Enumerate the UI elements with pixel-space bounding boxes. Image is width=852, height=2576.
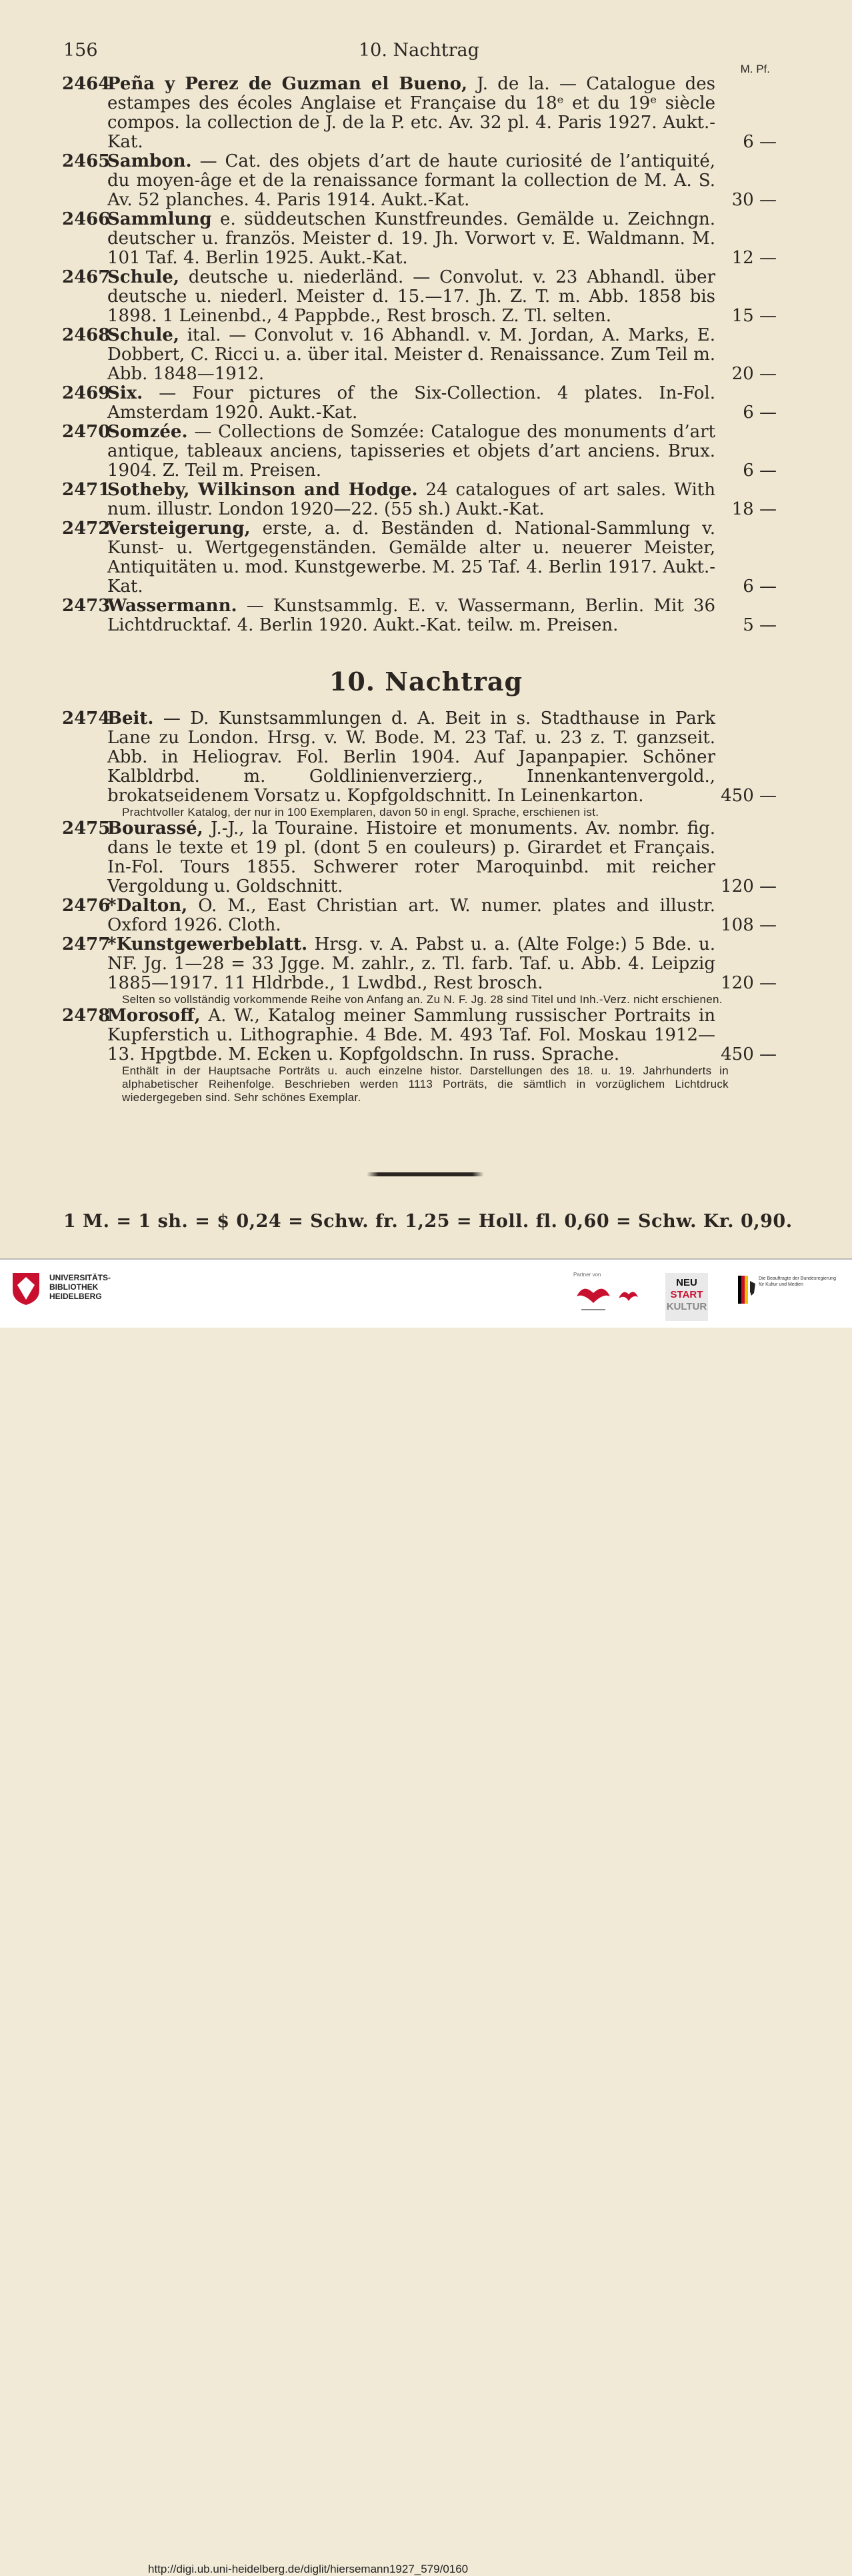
catalogue-entry [62,481,777,519]
entry-text: O. M., East Christian art. W. numer. plates and illustr. Oxford 1926. Cloth. [107,896,715,935]
entry-note: Prachtvoller Katalog, der nur in 100 Exemplaren, davon 50 in engl. Sprache, erschienen ist. [122,806,599,818]
entry-author: Peña y Perez de Guzman el Bueno, [107,74,468,94]
entry-author: Sotheby, Wilkinson and Hodge. [107,480,418,500]
catalogue-entry [62,423,777,481]
nachtrag-entries [62,709,777,1104]
entry-text: — Kunstsammlg. E. v. Wassermann, Berlin. Mit 36 Lichtdrucktaf. 4. Berlin 1920. Aukt.-Kat. teilw. m. Preisen. [107,596,715,635]
entry-text: 24 catalogues of art sales. With num. illustr. London 1920—22. (55 sh.) Aukt.-Kat. [107,480,715,519]
catalogue-entry [62,1006,777,1064]
page-number: 156 [63,40,98,61]
entry-description [107,481,715,519]
entry-text: A. W., Katalog meiner Sammlung russischer Portraits in Kupferstich u. Lithographie. 4 Bde. M. 493 Taf. Fol. Moskau 1912—13. Hpgtbde. M. Ecken u. Kopfgoldschn. In russ. Sprache. [107,1006,715,1064]
lot-number: 2468 [62,325,111,345]
entry-text: — D. Kunstsammlungen d. A. Beit in s. Stadthause in Park Lane zu London. Hrsg. v. W. Bode. M. 23 Taf. u. 23 z. T. ganzseit. Abb. in Heliograv. Fol. Berlin 1904. Auf Japanpapier. Schöner Kalbldrbd. m. Goldlinienverzierg., Innenkantenvergold., brokatseidenem Vorsatz u. Kopfgoldschnitt. In Leinenkarton. [107,708,715,806]
entry-note: Selten so vollständig vorkommende Reihe von Anfang an. Zu N. F. Jg. 28 sind Titel und Inh.-Verz. nicht erschienen. [122,993,723,1006]
entry-author: Schule, [107,325,179,345]
neustart-kultur-logo[interactable] [665,1273,708,1321]
bird-logo-icon[interactable] [617,1285,640,1305]
entry-description [107,1006,715,1064]
neustart-word-3: KULTUR [666,1301,707,1312]
entry-price: 450 — [721,786,777,806]
entry-price: 6 — [743,403,777,423]
running-header [63,40,770,75]
lot-number: 2478 [62,1006,111,1026]
scanned-page [0,0,852,1258]
federal-commissioner-text: Die Beauftragte der Bundesregierung für Kultur und Medien [759,1276,836,1287]
catalogue-entry [62,210,777,268]
currency-conversion: 1 M. = 1 sh. = $ 0,24 = Schw. fr. 1,25 = Holl. fl. 0,60 = Schw. Kr. 0,90. [63,1211,793,1232]
entry-description [107,597,715,635]
catalogue-entry [62,326,777,384]
entry-text: — Four pictures of the Six-Collection. 4 plates. In-Fol. Amsterdam 1920. Aukt.-Kat. [107,383,715,423]
lot-number: 2476 [62,896,111,916]
entry-author: Bourassé, [107,818,203,838]
entry-description [107,519,715,597]
catalogue-entry [62,152,777,210]
partner-label: Partner von [573,1272,601,1278]
entry-price: 15 — [731,306,777,326]
entry-description [107,384,715,423]
entry-author: Somzée. [107,422,188,442]
entry-author: Sambon. [107,151,192,171]
entry-author: Six. [107,383,143,403]
federal-eagle-icon [737,1273,757,1306]
entry-description [107,423,715,481]
university-crest-icon [9,1270,43,1306]
entry-text: J.-J., la Touraine. Histoire et monuments. Av. nombr. fig. dans le texte et 19 pl. (dont 5 en couleurs) p. Girardet et Français. In-Fol. Tours 1855. Schwerer roter Maroquinbd. mit reicher Vergoldung u. Goldschnitt. [107,818,715,896]
entry-price: 120 — [721,973,777,993]
entry-price: 450 — [721,1044,777,1064]
entry-text: ital. — Convolut v. 16 Abhandl. v. M. Jordan, A. Marks, E. Dobbert, C. Ricci u. a. über ital. Meister d. Renaissance. Zum Teil m. Abb. 1848—1912. [107,325,715,384]
entry-author: Beit. [107,708,154,728]
entry-price: 6 — [743,461,777,481]
entry-price: 12 — [731,248,777,268]
entry-price: 30 — [731,190,777,210]
currency-column-label: M. Pf. [740,63,770,75]
entry-text: — Cat. des objets d’art de haute curiosité de l’antiquité, du moyen-âge et de la renaissance formant la collection de M. A. S. Av. 52 planches. 4. Paris 1914. Aukt.-Kat. [107,151,715,210]
catalogue-entry [62,819,777,896]
lot-number: 2469 [62,383,111,403]
source-url[interactable]: http://digi.ub.uni-heidelberg.de/diglit/hiersemann1927_579/0160 [148,2563,469,2575]
entry-author: *Dalton, [107,896,188,916]
catalogue-entries [62,75,777,635]
lot-number: 2464 [62,74,111,94]
catalogue-entry [62,268,777,326]
deutsche-digitale-bibliothek-logo-icon[interactable] [573,1280,613,1313]
catalogue-entry [62,896,777,935]
entry-text: erste, a. d. Beständen d. National-Sammlung v. Kunst- u. Wertgegenständen. Gemälde alter u. neuerer Meister, Antiquitäten u. mod. Kunstgewerbe. M. 25 Taf. 4. Berlin 1917. Aukt.-Kat. [107,519,715,597]
entry-author: Wassermann. [107,596,237,616]
lot-number: 2465 [62,151,111,171]
university-library-logo[interactable] [49,1273,111,1301]
entry-text: Hrsg. v. A. Pabst u. a. (Alte Folge:) 5 Bde. u. NF. Jg. 1—28 = 33 Jgge. M. zahlr., z. Tl. farb. Taf. u. Abb. 4. Leipzig 1885—1917. 11 Hldrbde., 1 Lwdbd., Rest brosch. [107,934,715,993]
ornament-rule [367,1172,484,1176]
section-heading: 10. Nachtrag [329,666,523,696]
entry-description [107,210,715,268]
entry-author: Schule, [107,267,179,287]
catalogue-entry [62,75,777,152]
entry-text: deutsche u. niederländ. — Convolut. v. 23 Abhandl. über deutsche u. niederl. Meister d. 15.—17. Jh. Z. T. m. Abb. 1858 bis 1898. 1 Leinenbd., 4 Pappbde., Rest brosch. Z. Tl. selten. [107,267,715,326]
entry-author: *Kunstgewerbeblatt. [107,934,308,954]
uni-name-line3: HEIDELBERG [49,1292,102,1301]
lot-number: 2474 [62,708,111,728]
entry-price: 6 — [743,577,777,597]
entry-author: Versteigerung, [107,519,251,539]
uni-name-line1: UNIVERSITÄTS- [49,1273,111,1282]
running-title: 10. Nachtrag [359,40,479,61]
entry-price: 20 — [731,364,777,384]
entry-author: Morosoff, [107,1006,201,1026]
catalogue-entry [62,597,777,635]
lot-number: 2470 [62,422,111,442]
entry-price: 6 — [743,132,777,152]
entry-description [107,268,715,326]
entry-price: 5 — [743,615,777,635]
lot-number: 2472 [62,519,111,539]
lot-number: 2471 [62,480,111,500]
lot-number: 2466 [62,209,111,229]
catalogue-entry [62,709,777,806]
entry-description [107,819,715,896]
lot-number: 2467 [62,267,111,287]
entry-description [107,709,715,806]
entry-text: e. süddeutschen Kunstfreundes. Gemälde u. Zeichngn. deutscher u. französ. Meister d. 19. Jh. Vorwort v. E. Waldmann. M. 101 Taf. 4. Berlin 1925. Aukt.-Kat. [107,209,715,268]
entry-price: 18 — [731,499,777,519]
uni-name-line2: BIBLIOTHEK [49,1282,99,1292]
footer-bar [0,1258,852,2575]
entry-note: Enthält in der Hauptsache Porträts u. auch einzelne histor. Darstellungen des 18. u. 19. Jahrhunderts in alphabetischer Reihenfolge. Beschrieben werden 1113 Porträts, die sämtlich in vorzüglichem Lichtdruck wiedergegeben sind. Sehr schönes Exemplar. [122,1064,729,1104]
entry-price: 120 — [721,876,777,896]
entry-description [107,75,715,152]
lot-number: 2477 [62,934,111,954]
entry-price: 108 — [721,915,777,935]
entry-text: — Collections de Somzée: Catalogue des monuments d’art antique, tableaux anciens, tapisseries et objets d’art anciens. Brux. 1904. Z. Teil m. Preisen. [107,422,715,481]
entry-description [107,896,715,935]
catalogue-entry [62,935,777,993]
entry-description [107,935,715,993]
footer-divider [0,1258,852,1260]
entry-text: J. de la. — Catalogue des estampes des écoles Anglaise et Française du 18ᵉ et du 19ᵉ siècle compos. la collection de J. de la P. etc. Av. 32 pl. 4. Paris 1927. Aukt.-Kat. [107,74,715,152]
catalogue-entry [62,519,777,597]
entry-author: Sammlung [107,209,212,229]
lot-number: 2475 [62,818,111,838]
catalogue-entry [62,384,777,423]
lot-number: 2473 [62,596,111,616]
neustart-word-1: NEU [676,1277,697,1288]
neustart-word-2: START [670,1289,703,1300]
entry-description [107,152,715,210]
entry-description [107,326,715,384]
